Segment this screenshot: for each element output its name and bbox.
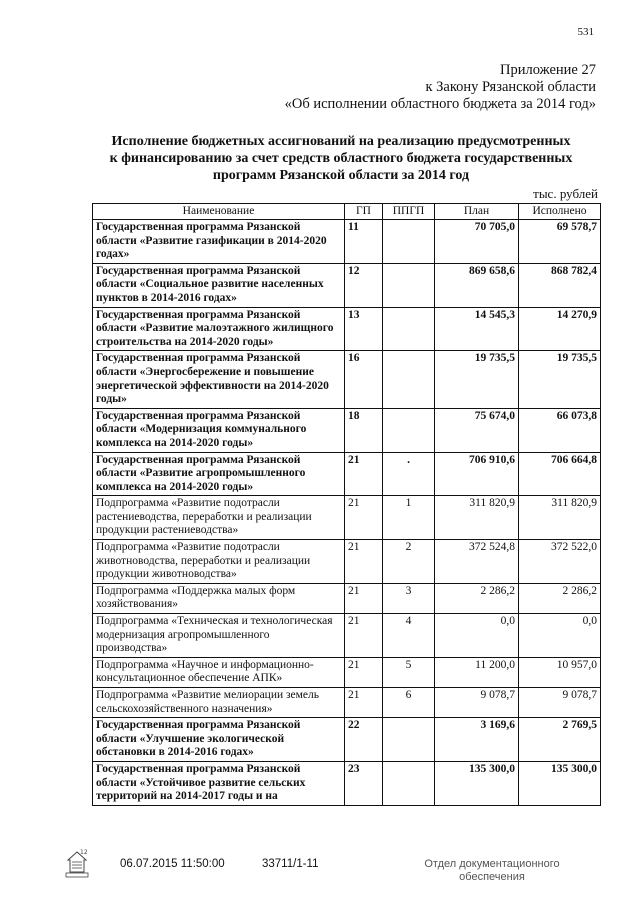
title-line-1: Исполнение бюджетных ассигнований на реализацию предусмотренных [111, 134, 571, 149]
table-row [93, 540, 601, 584]
cell-gp: 18 [345, 408, 383, 452]
cell-done: 19 735,5 [519, 351, 601, 408]
table-row [93, 408, 601, 452]
cell-done: 2 769,5 [519, 718, 601, 762]
cell-name: Государственная программа Рязанской области «Улучшение экологической обстановки в 2014-2016 годах» [93, 718, 345, 762]
cell-ppgp: 1 [383, 496, 435, 540]
table-row [93, 657, 601, 687]
units-label: тыс. рублей [533, 186, 598, 201]
cell-done: 2 286,2 [519, 583, 601, 613]
table-row [93, 263, 601, 307]
cell-ppgp [383, 220, 435, 264]
cell-gp: 21 [345, 688, 383, 718]
header-ppgp: ППГП [383, 204, 435, 220]
cell-name: Государственная программа Рязанской области «Устойчивое развитие сельских территорий на 2014-2017 годы и на [93, 761, 345, 805]
table-row [93, 688, 601, 718]
cell-done: 311 820,9 [519, 496, 601, 540]
cell-ppgp: 3 [383, 583, 435, 613]
cell-gp: 13 [345, 307, 383, 351]
cell-name: Государственная программа Рязанской области «Социальное развитие населенных пунктов в 2014-2016 годах» [93, 263, 345, 307]
cell-plan: 0,0 [435, 614, 519, 658]
cell-name: Государственная программа Рязанской области «Развитие газификации в 2014-2020 годах» [93, 220, 345, 264]
cell-done: 868 782,4 [519, 263, 601, 307]
cell-gp: 16 [345, 351, 383, 408]
page-number: 531 [577, 26, 594, 38]
budget-table [92, 203, 601, 806]
cell-plan: 706 910,6 [435, 452, 519, 496]
document-title [80, 133, 602, 184]
cell-gp: 12 [345, 263, 383, 307]
cell-done: 14 270,9 [519, 307, 601, 351]
cell-done: 372 522,0 [519, 540, 601, 584]
cell-gp: 21 [345, 657, 383, 687]
header-name: Наименование [93, 204, 345, 220]
cell-ppgp: 4 [383, 614, 435, 658]
cell-ppgp: 5 [383, 657, 435, 687]
emblem-icon [62, 848, 92, 880]
cell-plan: 2 286,2 [435, 583, 519, 613]
cell-plan: 372 524,8 [435, 540, 519, 584]
cell-done: 135 300,0 [519, 761, 601, 805]
table-row [93, 307, 601, 351]
table-row [93, 718, 601, 762]
cell-gp: 21 [345, 452, 383, 496]
corner-logo [62, 848, 92, 885]
cell-gp: 21 [345, 614, 383, 658]
cell-ppgp [383, 263, 435, 307]
cell-gp: 21 [345, 540, 383, 584]
header-plan: План [435, 204, 519, 220]
cell-plan: 75 674,0 [435, 408, 519, 452]
table-row [93, 496, 601, 540]
cell-ppgp [383, 718, 435, 762]
cell-plan: 11 200,0 [435, 657, 519, 687]
stamp-line-1: Отдел документационного [424, 858, 560, 870]
cell-done: 9 078,7 [519, 688, 601, 718]
cell-name: Подпрограмма «Техническая и технологическая модернизация агропромышленного производства» [93, 614, 345, 658]
table-body [93, 220, 601, 806]
cell-plan: 19 735,5 [435, 351, 519, 408]
cell-plan: 3 169,6 [435, 718, 519, 762]
table-row [93, 351, 601, 408]
header-done: Исполнено [519, 204, 601, 220]
cell-gp: 22 [345, 718, 383, 762]
cell-ppgp [383, 408, 435, 452]
cell-plan: 70 705,0 [435, 220, 519, 264]
appendix-line-3: «Об исполнении областного бюджета за 2014 год» [284, 96, 596, 112]
cell-ppgp: 6 [383, 688, 435, 718]
table-row [93, 614, 601, 658]
cell-ppgp [383, 307, 435, 351]
cell-name: Государственная программа Рязанской области «Развитие малоэтажного жилищного строительства на 2014-2020 годы» [93, 307, 345, 351]
cell-name: Государственная программа Рязанской области «Развитие агропромышленного комплекса на 2014-2020 годы» [93, 452, 345, 496]
cell-name: Подпрограмма «Развитие подотрасли растениеводства, переработки и реализации продукции растениеводства» [93, 496, 345, 540]
footer-stamp [417, 858, 567, 884]
table-header-row [93, 204, 601, 220]
cell-ppgp: . [383, 452, 435, 496]
stamp-line-2: обеспечения [459, 871, 525, 883]
cell-gp: 21 [345, 496, 383, 540]
logo-mark: 12 [80, 849, 88, 856]
cell-name: Подпрограмма «Поддержка малых форм хозяйствования» [93, 583, 345, 613]
cell-ppgp [383, 761, 435, 805]
cell-done: 10 957,0 [519, 657, 601, 687]
table-row [93, 452, 601, 496]
appendix-line-2: к Закону Рязанской области [425, 79, 596, 95]
table-row [93, 761, 601, 805]
header-gp: ГП [345, 204, 383, 220]
cell-name: Государственная программа Рязанской области «Энергосбережение и повышение энергетической эффективности на 2014-2020 годы» [93, 351, 345, 408]
cell-gp: 21 [345, 583, 383, 613]
cell-plan: 14 545,3 [435, 307, 519, 351]
cell-done: 66 073,8 [519, 408, 601, 452]
appendix-header [285, 62, 596, 113]
appendix-line-1: Приложение 27 [500, 62, 596, 78]
title-line-3: программ Рязанской области за 2014 год [212, 168, 470, 183]
cell-plan: 311 820,9 [435, 496, 519, 540]
cell-done: 706 664,8 [519, 452, 601, 496]
cell-plan: 869 658,6 [435, 263, 519, 307]
cell-ppgp: 2 [383, 540, 435, 584]
cell-name: Подпрограмма «Развитие мелиорации земель сельскохозяйственного назначения» [93, 688, 345, 718]
footer-code: 33711/1-11 [262, 858, 319, 870]
cell-gp: 11 [345, 220, 383, 264]
footer-date: 06.07.2015 11:50:00 [120, 858, 225, 870]
cell-name: Подпрограмма «Научное и информационно-консультационное обеспечение АПК» [93, 657, 345, 687]
cell-done: 0,0 [519, 614, 601, 658]
cell-gp: 23 [345, 761, 383, 805]
table-row [93, 583, 601, 613]
cell-name: Государственная программа Рязанской области «Модернизация коммунального комплекса на 2014-2020 годы» [93, 408, 345, 452]
cell-plan: 135 300,0 [435, 761, 519, 805]
cell-done: 69 578,7 [519, 220, 601, 264]
cell-ppgp [383, 351, 435, 408]
table-row [93, 220, 601, 264]
cell-plan: 9 078,7 [435, 688, 519, 718]
title-line-2: к финансированию за счет средств областного бюджета государственных [109, 151, 573, 166]
cell-name: Подпрограмма «Развитие подотрасли животноводства, переработки и реализации продукции животноводства» [93, 540, 345, 584]
